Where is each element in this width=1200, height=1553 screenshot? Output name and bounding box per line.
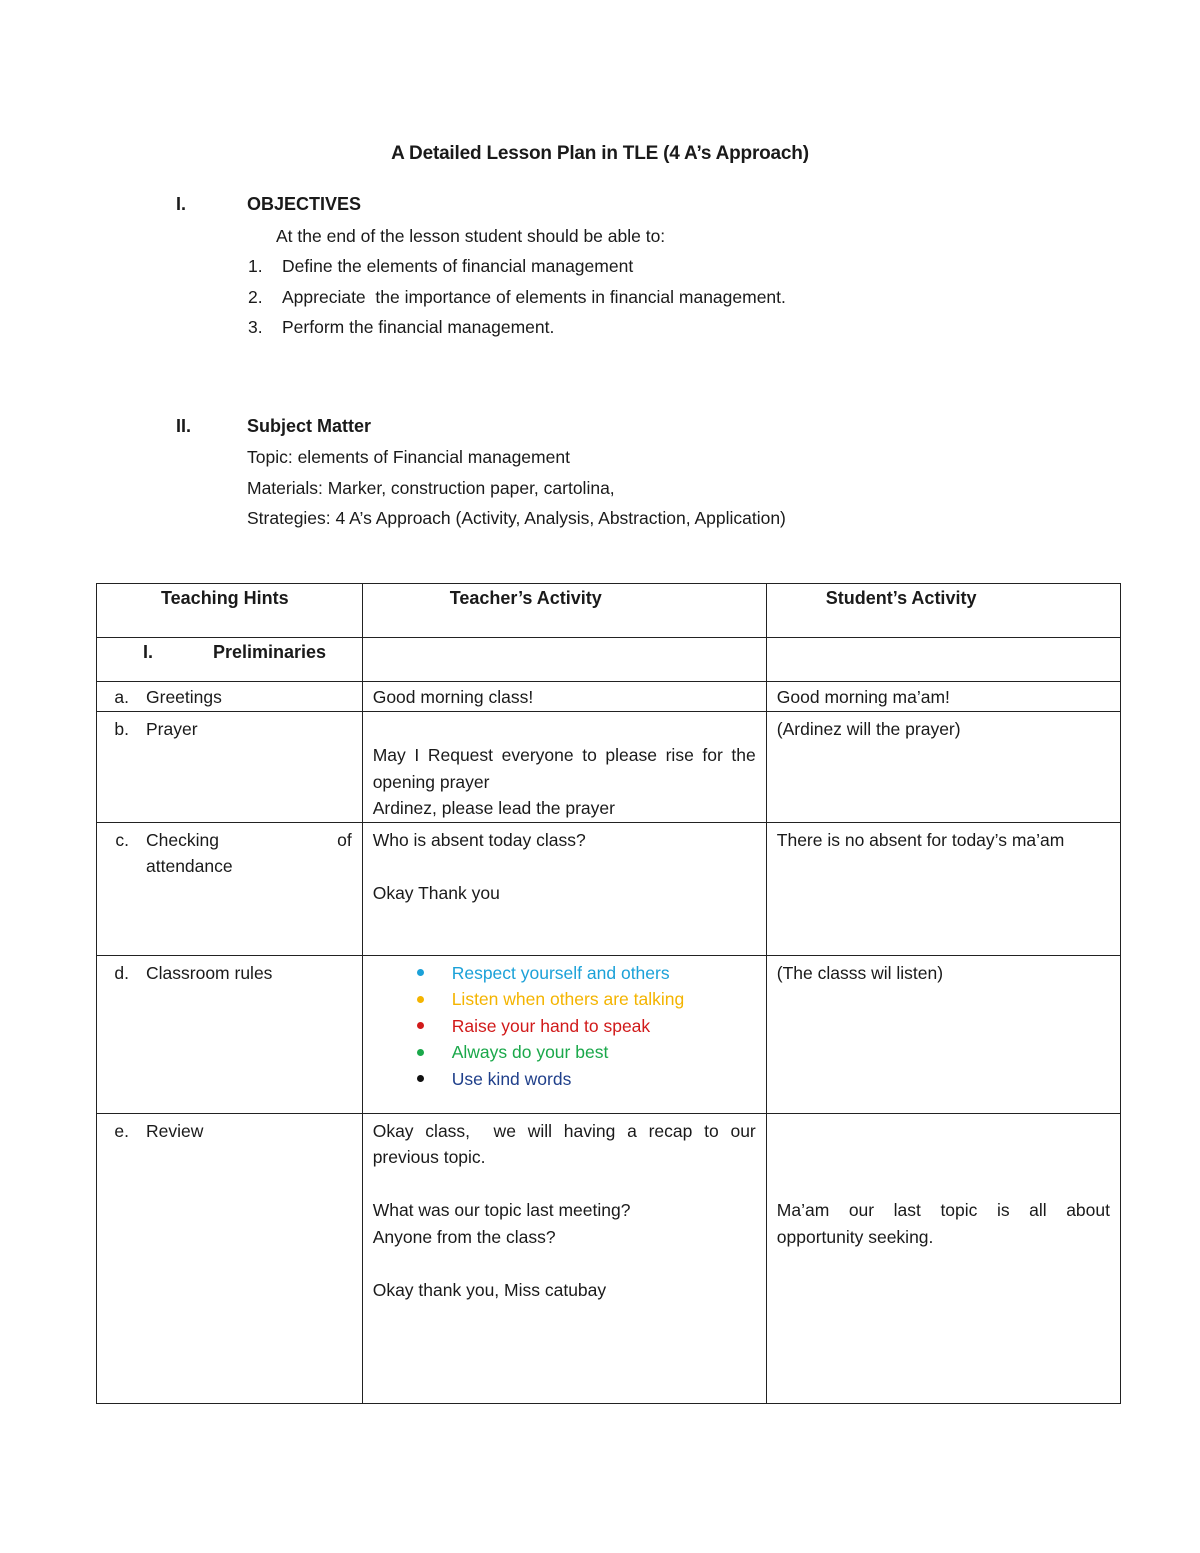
teacher-text: Who is absent today class? [372, 829, 586, 850]
bullet-icon [417, 996, 424, 1003]
table-cell [362, 711, 766, 822]
list-item [363, 1013, 766, 1040]
row-letter: c. [115, 829, 129, 850]
header-cell [766, 584, 1120, 638]
row-letter: a. [114, 687, 129, 707]
table-row [97, 1113, 1121, 1403]
rule-text: Respect yourself and others [451, 962, 670, 983]
list-item [363, 986, 766, 1013]
teacher-text: Ardinez, please lead the prayer [372, 798, 615, 818]
table-cell [97, 955, 363, 1113]
student-text: (The classs wil listen) [776, 962, 944, 983]
table-cell [766, 682, 1120, 712]
row-label: Prayer [146, 718, 198, 739]
teacher-text: Okay thank you, Miss catubay [372, 1279, 607, 1300]
rule-text: Listen when others are talking [451, 989, 685, 1009]
teacher-text: Good morning class! [372, 687, 534, 707]
objective-item: Define the elements of financial management [282, 256, 634, 276]
student-text: Good morning ma’am! [776, 687, 950, 707]
table-header-row [97, 584, 1121, 638]
page-title: A Detailed Lesson Plan in TLE (4 A’s Approach) [391, 143, 809, 164]
table-cell [362, 638, 766, 682]
table-row [97, 711, 1121, 822]
row-label: Greetings [146, 687, 222, 707]
table-cell [97, 822, 363, 955]
table-cell [97, 1113, 363, 1403]
table-cell [97, 711, 363, 822]
objectives-heading: OBJECTIVES [247, 194, 362, 214]
row-letter: d. [114, 962, 129, 983]
header-cell [97, 584, 363, 638]
header-teaching-hints: Teaching Hints [161, 588, 289, 608]
table-cell [766, 1113, 1120, 1403]
row-letter: e. [114, 1120, 129, 1141]
rule-text: Raise your hand to speak [451, 1015, 651, 1036]
header-teacher-activity: Teacher’s Activity [449, 588, 602, 608]
classroom-rules-list [363, 956, 766, 1093]
table-row [97, 638, 1121, 682]
table-cell [362, 1113, 766, 1403]
list-item [363, 960, 766, 987]
table-cell [766, 822, 1120, 955]
teacher-text: May I Request everyone to please rise for the opening prayer [372, 745, 756, 792]
subject-strategies: Strategies: 4 A’s Approach (Activity, Analysis, Abstraction, Application) [247, 508, 786, 528]
student-text: (Ardinez will the prayer) [776, 718, 961, 739]
teacher-text: Anyone from the class? [372, 1226, 556, 1247]
student-text: Ma’am our last topic is all about opportunity seeking. [776, 1200, 1110, 1247]
bullet-icon [417, 1049, 424, 1056]
row-label: Classroom rules [146, 962, 273, 983]
table-cell [362, 682, 766, 712]
objectives-number: I. [176, 194, 187, 214]
table-cell [362, 955, 766, 1113]
table-row [97, 682, 1121, 712]
table-row [97, 955, 1121, 1113]
header-student-activity: Student’s Activity [825, 588, 977, 608]
row-label: Review [146, 1120, 204, 1141]
objective-item: Appreciate the importance of elements in financial management. [282, 287, 786, 307]
table-cell [97, 638, 363, 682]
objectives-intro: At the end of the lesson student should be able to: [276, 226, 666, 246]
table-row [97, 822, 1121, 955]
row-letter: b. [114, 718, 129, 739]
table-cell [766, 711, 1120, 822]
student-text: There is no absent for today’s ma’am [776, 829, 1065, 850]
list-item [363, 1039, 766, 1066]
bullet-icon [417, 969, 424, 976]
rule-text: Always do your best [451, 1042, 609, 1062]
lesson-table [96, 583, 1121, 1404]
bullet-icon [417, 1075, 424, 1082]
section-label: Preliminaries [213, 642, 327, 662]
header-cell [362, 584, 766, 638]
section-number: I. [143, 642, 154, 662]
subject-matter-number: II. [176, 416, 192, 436]
subject-matter-heading: Subject Matter [247, 416, 372, 436]
table-cell [97, 682, 363, 712]
subject-topic: Topic: elements of Financial management [247, 447, 570, 467]
table-cell [766, 638, 1120, 682]
teacher-text: What was our topic last meeting? [372, 1200, 631, 1220]
objective-item: Perform the financial management. [282, 317, 555, 337]
objective-number: 1. [248, 256, 263, 276]
table-cell [766, 955, 1120, 1113]
objective-number: 2. [248, 287, 263, 307]
objective-number: 3. [248, 317, 263, 337]
row-label: Checking [146, 829, 219, 850]
teacher-text: Okay Thank you [372, 882, 500, 903]
list-item [363, 1066, 766, 1093]
table-cell [362, 822, 766, 955]
bullet-icon [417, 1022, 424, 1029]
row-label: of [337, 829, 352, 850]
rule-text: Use kind words [451, 1068, 572, 1089]
teacher-text: Okay class, we will having a recap to our previous topic. [372, 1120, 761, 1167]
subject-materials: Materials: Marker, construction paper, cartolina, [247, 478, 615, 498]
row-label: attendance [146, 856, 233, 876]
